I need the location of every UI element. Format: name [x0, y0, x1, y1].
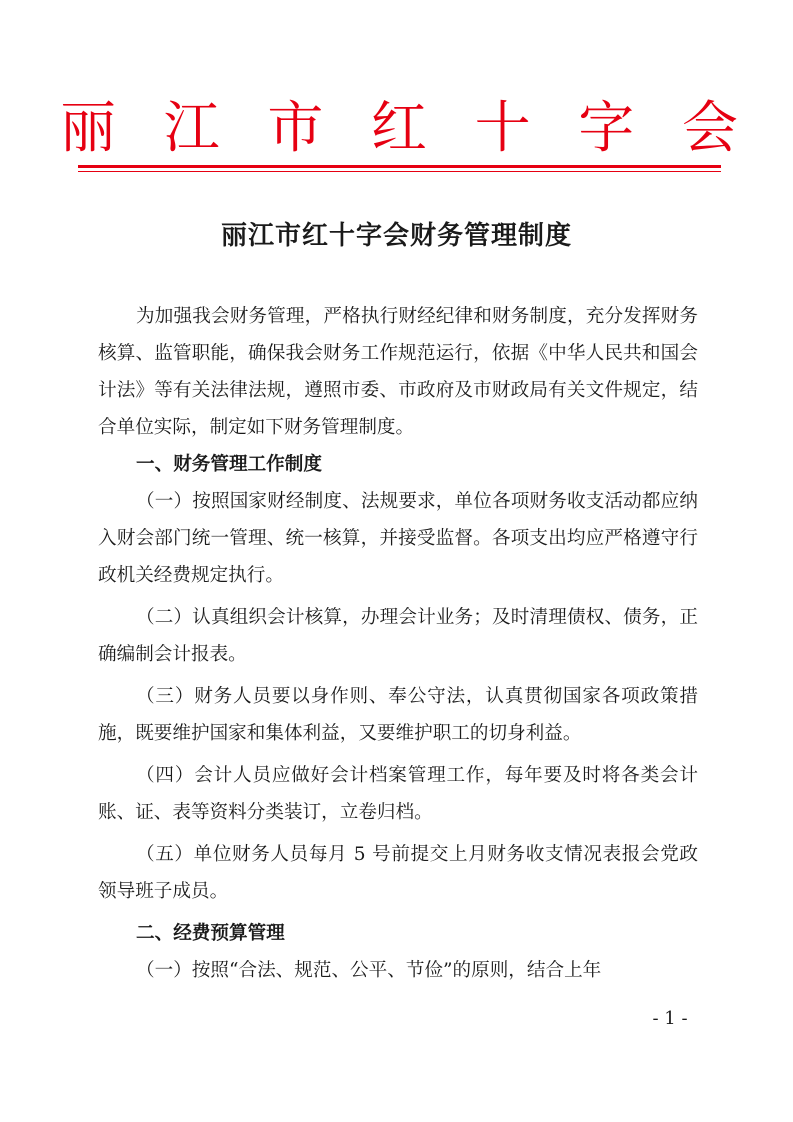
header-char: 市	[267, 96, 324, 161]
header-char: 字	[578, 96, 635, 161]
intro-paragraph: 为加强我会财务管理，严格执行财经纪律和财务制度，充分发挥财务核算、监管职能，确保我会财务工作规范运行，依据《中华人民共和国会计法》等有关法律法规，遵照市委、市政府及市财政局有关文件规定，结合单位实际，制定如下财务管理制度。	[98, 306, 698, 438]
document-body	[98, 298, 698, 989]
section-heading-1: 一、财务管理工作制度	[136, 454, 322, 475]
list-item: （三）财务人员要以身作则、奉公守法，认真贯彻国家各项政策措施，既要维护国家和集体利益，又要维护职工的切身利益。	[98, 686, 698, 744]
document-title: 丽江市红十字会财务管理制度	[220, 221, 572, 251]
header-divider-thick	[78, 165, 721, 168]
section-heading-2: 二、经费预算管理	[136, 923, 285, 944]
list-item: （一）按照“合法、规范、公平、节俭”的原则，结合上年	[136, 960, 602, 981]
list-item: （二）认真组织会计核算，办理会计业务；及时清理债权、债务，正确编制会计报表。	[98, 607, 698, 665]
page-number: - 1 -	[652, 1008, 688, 1029]
header-divider-thin	[78, 171, 721, 172]
list-item: （四）会计人员应做好会计档案管理工作，每年要及时将各类会计账、证、表等资料分类装订，立卷归档。	[98, 765, 698, 823]
header-org-name	[60, 94, 738, 164]
list-item: （一）按照国家财经制度、法规要求，单位各项财务收支活动都应纳入财会部门统一管理、统一核算，并接受监督。各项支出均应严格遵守行政机关经费规定执行。	[98, 491, 698, 586]
list-item: （五）单位财务人员每月 5 号前提交上月财务收支情况表报会党政领导班子成员。	[98, 844, 698, 902]
header-char: 十	[474, 96, 531, 161]
header-char: 丽	[60, 96, 116, 161]
header-char: 会	[681, 96, 738, 161]
header-char: 红	[370, 96, 427, 161]
header-char: 江	[163, 96, 220, 161]
